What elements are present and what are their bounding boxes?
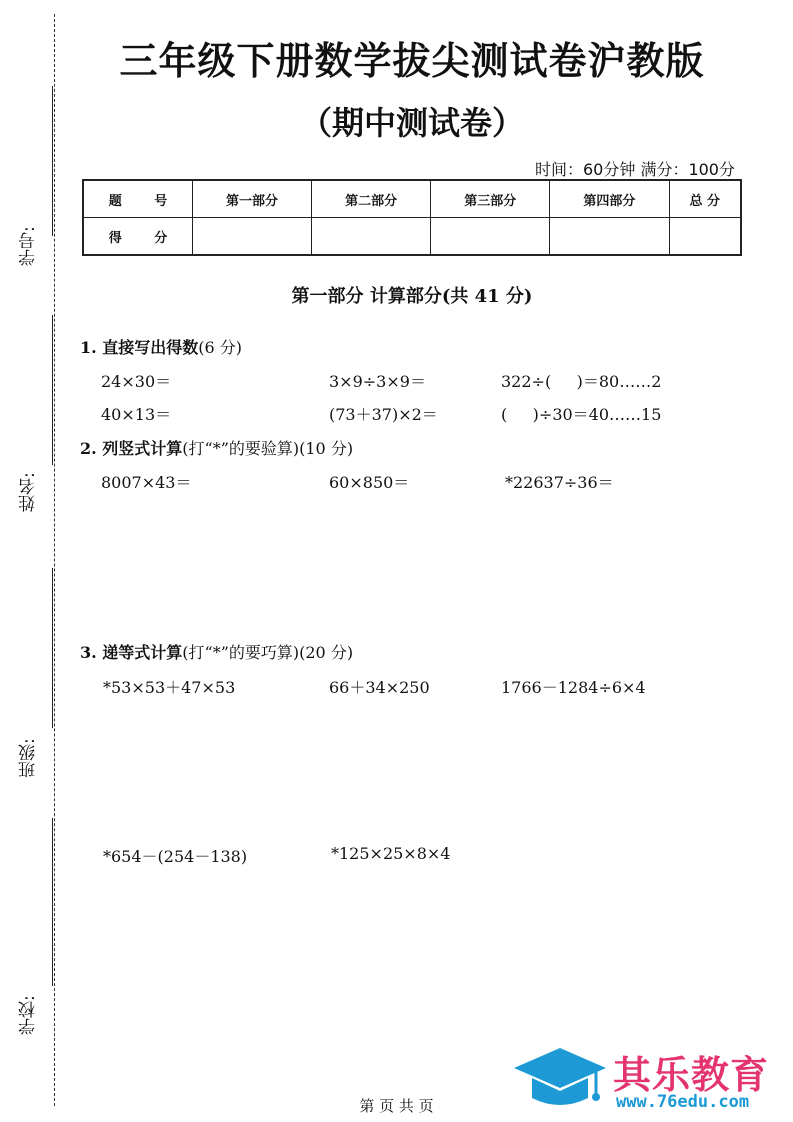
expression: 8007×43＝ xyxy=(101,473,192,492)
brand-name: 其乐教育 xyxy=(613,1053,770,1097)
score-table-score-row xyxy=(83,218,741,256)
score-input-cell[interactable] xyxy=(193,218,312,256)
score-cell: 第二部分 xyxy=(312,180,431,218)
name-field xyxy=(14,315,44,520)
expression: *53×53＋47×53 xyxy=(103,678,236,697)
student-id-field xyxy=(14,86,44,266)
question-note: (打“*”的要巧算)(20 分) xyxy=(182,643,354,662)
school-label: 学校: xyxy=(19,995,39,1035)
brand-logo xyxy=(510,1040,785,1120)
expression: ( )÷30＝40……15 xyxy=(501,405,662,424)
question-title-text: 1. 直接写出得数 xyxy=(80,338,199,357)
score-input-cell[interactable] xyxy=(550,218,669,256)
cut-line xyxy=(54,14,55,1106)
question-title-text: 2. 列竖式计算 xyxy=(80,439,183,458)
school-blank[interactable] xyxy=(52,818,53,986)
student-id-blank[interactable] xyxy=(52,86,53,236)
expression: 60×850＝ xyxy=(329,473,410,492)
score-cell: 第三部分 xyxy=(431,180,550,218)
question-note: (6 分) xyxy=(198,338,243,357)
page-subtitle: （期中测试卷） xyxy=(299,104,524,142)
page-title: 三年级下册数学拔尖测试卷沪教版 xyxy=(119,39,705,83)
question-2-title xyxy=(80,436,353,459)
class-field xyxy=(14,568,44,783)
score-cell: 总 分 xyxy=(669,180,741,218)
expression: *22637÷36＝ xyxy=(505,473,614,492)
score-input-cell[interactable] xyxy=(669,218,741,256)
expression: 322÷( )＝80……2 xyxy=(501,372,662,391)
question-1-title xyxy=(80,335,242,358)
question-note: (打“*”的要验算)(10 分) xyxy=(182,439,354,458)
name-blank[interactable] xyxy=(52,315,53,465)
expression: *125×25×8×4 xyxy=(331,844,451,863)
class-label: 班级: xyxy=(19,738,39,778)
student-id-label: 学号: xyxy=(19,226,39,266)
class-blank[interactable] xyxy=(52,568,53,728)
school-field xyxy=(14,818,44,1033)
score-input-cell[interactable] xyxy=(431,218,550,256)
graduation-cap-icon xyxy=(510,1042,610,1120)
binding-margin xyxy=(0,0,62,1122)
expression: 3×9÷3×9＝ xyxy=(329,372,426,391)
page-footer: 第 页 共 页 xyxy=(359,1097,434,1115)
expression: *654－(254－138) xyxy=(103,847,248,866)
score-cell: 第一部分 xyxy=(193,180,312,218)
expression: 40×13＝ xyxy=(101,405,172,424)
expression: 24×30＝ xyxy=(101,372,172,391)
score-table-header-row xyxy=(83,180,741,218)
expression: 1766－1284÷6×4 xyxy=(501,678,646,697)
score-cell: 得 分 xyxy=(83,218,193,256)
question-title-text: 3. 递等式计算 xyxy=(80,643,183,662)
question-3-title xyxy=(80,640,353,663)
section-title: 第一部分 计算部分(共 41 分) xyxy=(291,286,533,307)
expression: (73＋37)×2＝ xyxy=(329,405,438,424)
name-label: 姓名: xyxy=(19,472,39,512)
brand-url: www.76edu.com xyxy=(616,1092,750,1112)
score-table xyxy=(82,179,742,256)
score-input-cell[interactable] xyxy=(312,218,431,256)
expression: 66＋34×250 xyxy=(329,678,430,697)
score-cell: 题 号 xyxy=(83,180,193,218)
score-cell: 第四部分 xyxy=(550,180,669,218)
time-info: 时间：60分钟 满分：100分 xyxy=(535,160,735,179)
